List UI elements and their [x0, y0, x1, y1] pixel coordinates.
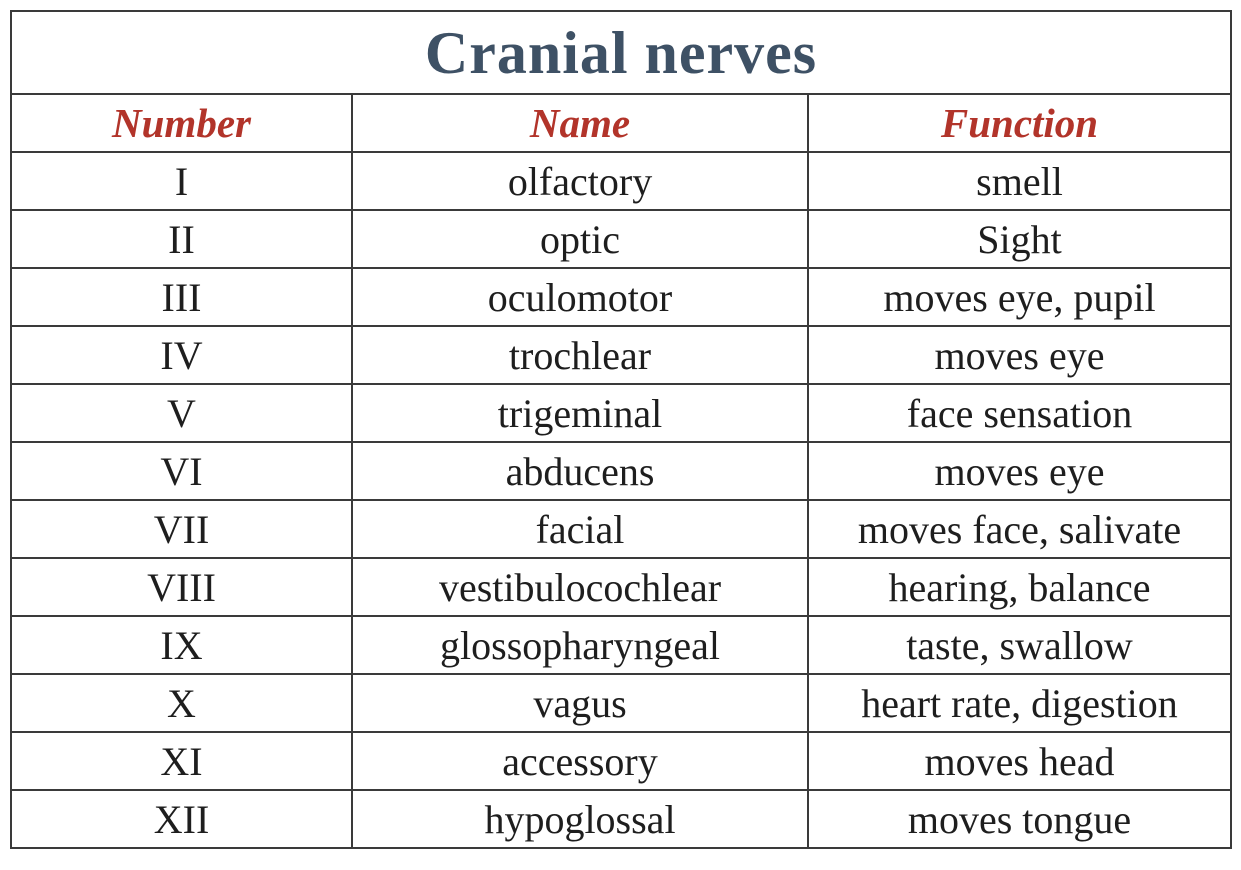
nerve-number-cell: X: [12, 674, 352, 732]
title-row: [12, 12, 1230, 95]
nerve-number-cell: VI: [12, 442, 352, 500]
nerve-function-cell: taste, swallow: [808, 616, 1230, 674]
nerve-function-cell: Sight: [808, 210, 1230, 268]
header-function: Function: [808, 95, 1230, 152]
nerve-function-cell: moves eye: [808, 326, 1230, 384]
nerve-number-cell: XII: [12, 790, 352, 847]
nerve-function-cell: moves eye, pupil: [808, 268, 1230, 326]
table-body: [12, 152, 1230, 847]
cranial-nerves-table: [10, 10, 1232, 849]
table-row: [12, 384, 1230, 442]
table-row: [12, 210, 1230, 268]
table-row: [12, 442, 1230, 500]
nerve-name-cell: abducens: [352, 442, 808, 500]
table-row: [12, 674, 1230, 732]
nerve-grid: [12, 95, 1230, 847]
nerve-function-cell: moves head: [808, 732, 1230, 790]
nerve-number-cell: I: [12, 152, 352, 210]
nerve-number-cell: IV: [12, 326, 352, 384]
nerve-number-cell: III: [12, 268, 352, 326]
nerve-function-cell: moves tongue: [907, 796, 1132, 842]
table-row: [12, 326, 1230, 384]
nerve-number-cell: VII: [12, 500, 352, 558]
nerve-name-cell: hypoglossal: [352, 790, 808, 847]
nerve-name-cell: vestibulocochlear: [352, 558, 808, 616]
nerve-function-cell: face sensation: [808, 384, 1230, 442]
table-row: [12, 558, 1230, 616]
nerve-name-cell: olfactory: [352, 152, 808, 210]
nerve-number-cell: XI: [12, 732, 352, 790]
nerve-name-cell: trigeminal: [352, 384, 808, 442]
nerve-number-cell: IX: [12, 616, 352, 674]
nerve-name-cell: facial: [352, 500, 808, 558]
nerve-number-cell: VIII: [12, 558, 352, 616]
table-row: [12, 152, 1230, 210]
nerve-name-cell: oculomotor: [352, 268, 808, 326]
nerve-name-cell: glossopharyngeal: [352, 616, 808, 674]
nerve-function-cell: hearing, balance: [808, 558, 1230, 616]
header-number: Number: [12, 95, 352, 152]
nerve-name-cell: vagus: [352, 674, 808, 732]
table-row: [12, 500, 1230, 558]
nerve-name-cell: accessory: [352, 732, 808, 790]
table-row: [12, 732, 1230, 790]
table-row: [12, 616, 1230, 674]
nerve-function-cell: moves eye: [808, 442, 1230, 500]
nerve-name-cell: trochlear: [352, 326, 808, 384]
nerve-number-cell: II: [12, 210, 352, 268]
table-row: [12, 790, 1230, 847]
table-row: [12, 268, 1230, 326]
nerve-function-cell: smell: [808, 152, 1230, 210]
nerve-name-cell: optic: [352, 210, 808, 268]
table-title: Cranial nerves: [424, 19, 818, 86]
nerve-function-cell: heart rate, digestion: [808, 674, 1230, 732]
nerve-function-cell: moves face, salivate: [808, 500, 1230, 558]
header-row: [12, 95, 1230, 152]
nerve-number-cell: V: [12, 384, 352, 442]
header-name: Name: [352, 95, 808, 152]
